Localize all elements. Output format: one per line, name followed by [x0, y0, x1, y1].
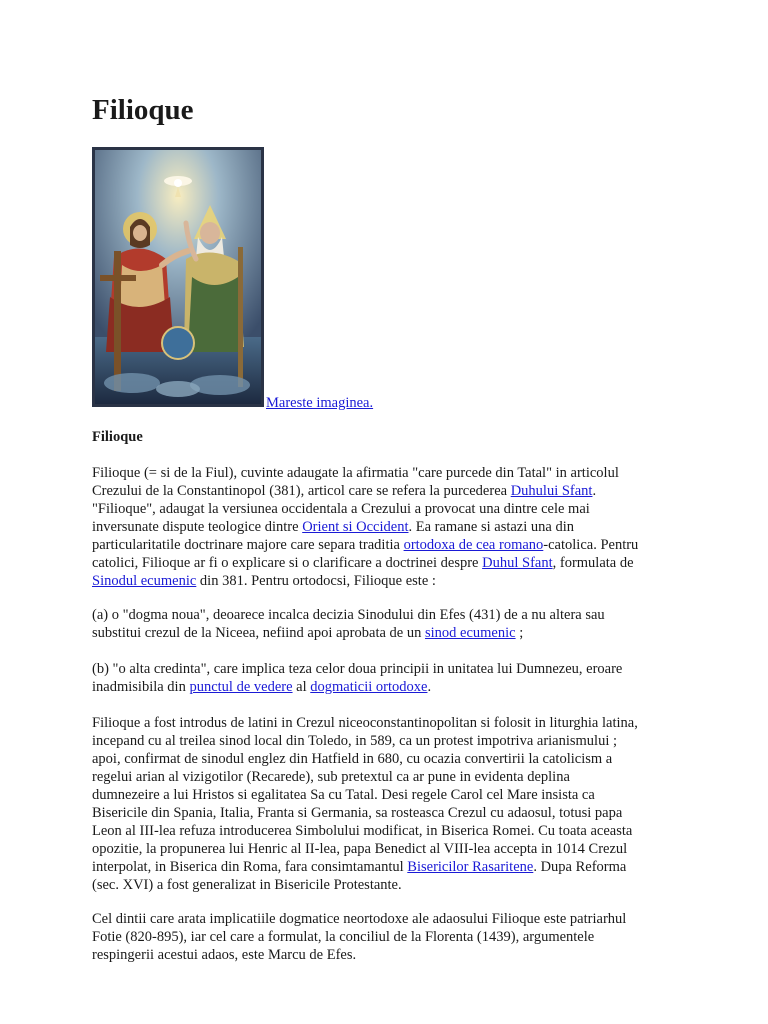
text-run: interpolat, in Biserica din Roma, fara consimtamantul	[92, 859, 408, 875]
link-dogmaticii-ortodoxe[interactable]: dogmaticii ortodoxe	[310, 679, 428, 695]
text-line	[92, 554, 688, 572]
text-run: inadmisibila din	[92, 679, 190, 695]
text-line: Filioque a fost introdus de latini in Crezul niceoconstantinopolitan si folosit in liturghia latina,	[92, 715, 638, 731]
paragraph-point-a	[92, 606, 688, 642]
text-run: -catolica. Pentru	[543, 537, 639, 553]
text-run: catolici, Filioque ar fi o explicare si o clarificare a doctrinei despre	[92, 555, 483, 571]
text-run: din 381. Pentru ortodocsi, Filioque este :	[196, 573, 436, 589]
text-line: "Filioque", adaugat la versiunea occidentala a Crezului a provocat una dintre cele mai	[92, 501, 590, 517]
text-line: (sec. XVI) a fost generalizat in Bisericile Protestante.	[92, 877, 402, 893]
section-subtitle: Filioque	[92, 429, 143, 445]
text-line	[92, 482, 688, 500]
text-line	[92, 858, 688, 876]
link-orient-si-occident[interactable]: Orient si Occident	[302, 519, 409, 535]
text-line	[92, 536, 688, 554]
text-line: (a) o "dogma noua", deoarece incalca decizia Sinodului din Efes (431) de a nu altera sau	[92, 607, 605, 623]
text-line: Fotie (820-895), iar cel care a formulat, la conciliul de la Florenta (1439), argumentele	[92, 929, 595, 945]
enlarge-image-link[interactable]: Mareste imaginea.	[266, 395, 374, 411]
text-line: incepand cu al treilea sinod local din Toledo, in 589, ca un protest impotriva arianismului ;	[92, 733, 618, 749]
text-line: respingerii acestui adaos, este Marcu de Efes.	[92, 947, 357, 963]
text-line: (b) "o alta credinta", care implica teza celor doua principii in unitatea lui Dumnezeu, eroare	[92, 661, 623, 677]
link-sinodul-ecumenic[interactable]: Sinodul ecumenic	[92, 573, 197, 589]
text-run: particularitatile doctrinare majore care separa traditia	[92, 537, 404, 553]
text-run: Crezului de la Constantinopol (381), articol care se refera la purcederea	[92, 483, 511, 499]
text-run: substitui crezul de la Niceea, nefiind apoi aprobata de un	[92, 625, 425, 641]
text-line: regelui arian al vizigotilor (Recarede), sub pretextul ca ar pune in evidenta deplina	[92, 769, 570, 785]
text-run: inversunate dispute teologice dintre	[92, 519, 303, 535]
text-run: al	[292, 679, 311, 695]
text-line: apoi, confirmat de sinodul englez din Hatfield in 680, cu ocazia convertirii la catolicism a	[92, 751, 613, 767]
text-line	[92, 678, 688, 696]
link-duhul-sfant[interactable]: Duhul Sfant	[482, 555, 553, 571]
text-line: dumnezeire a lui Hristos si egalitatea Sa cu Tatal. Desi regele Carol cel Mare insista ca	[92, 787, 595, 803]
paragraph-history	[92, 714, 688, 894]
text-line	[92, 624, 688, 642]
text-run: .	[427, 679, 432, 695]
text-run: .	[592, 483, 597, 499]
text-line: Filioque (= si de la Fiul), cuvinte adaugate la afirmatia "care purcede din Tatal" in articolul	[92, 465, 619, 481]
text-line: Cel dintii care arata implicatiile dogmatice neortodoxe ale adaosului Filioque este patriarhul	[92, 911, 627, 927]
link-punctul-de-vedere[interactable]: punctul de vedere	[189, 679, 293, 695]
text-line	[92, 572, 688, 590]
link-bisericilor-rasaritene[interactable]: Bisericilor Rasaritene	[407, 859, 534, 875]
link-sinod-ecumenic[interactable]: sinod ecumenic	[424, 625, 516, 641]
trinity-painting[interactable]	[92, 147, 264, 407]
link-ortodoxa-de-cea-romano[interactable]: ortodoxa de cea romano	[403, 537, 544, 553]
text-run: ;	[515, 625, 524, 641]
text-run: . Ea ramane si astazi una din	[408, 519, 574, 535]
text-line: Bisericile din Spania, Italia, Franta si Germania, sa rosteasca Crezul cu adaosul, totusi papa	[92, 805, 623, 821]
text-run: . Dupa Reforma	[533, 859, 627, 875]
paragraph-point-b	[92, 660, 688, 696]
link-duhului-sfant[interactable]: Duhului Sfant	[510, 483, 593, 499]
page-title: Filioque	[92, 94, 194, 126]
text-line: opozitie, la propunerea lui Henric al II-lea, papa Benedict al VIII-lea accepta in 1014 Crezul	[92, 841, 628, 857]
paragraph-conclusion	[92, 910, 688, 964]
paragraph-intro	[92, 464, 688, 590]
text-line	[92, 518, 688, 536]
trinity-icon-image	[92, 147, 264, 407]
text-run: , formulata de	[552, 555, 634, 571]
text-line: Leon al III-lea refuza introducerea Simbolului modificat, in Biserica Romei. Cu toata aceasta	[92, 823, 633, 839]
